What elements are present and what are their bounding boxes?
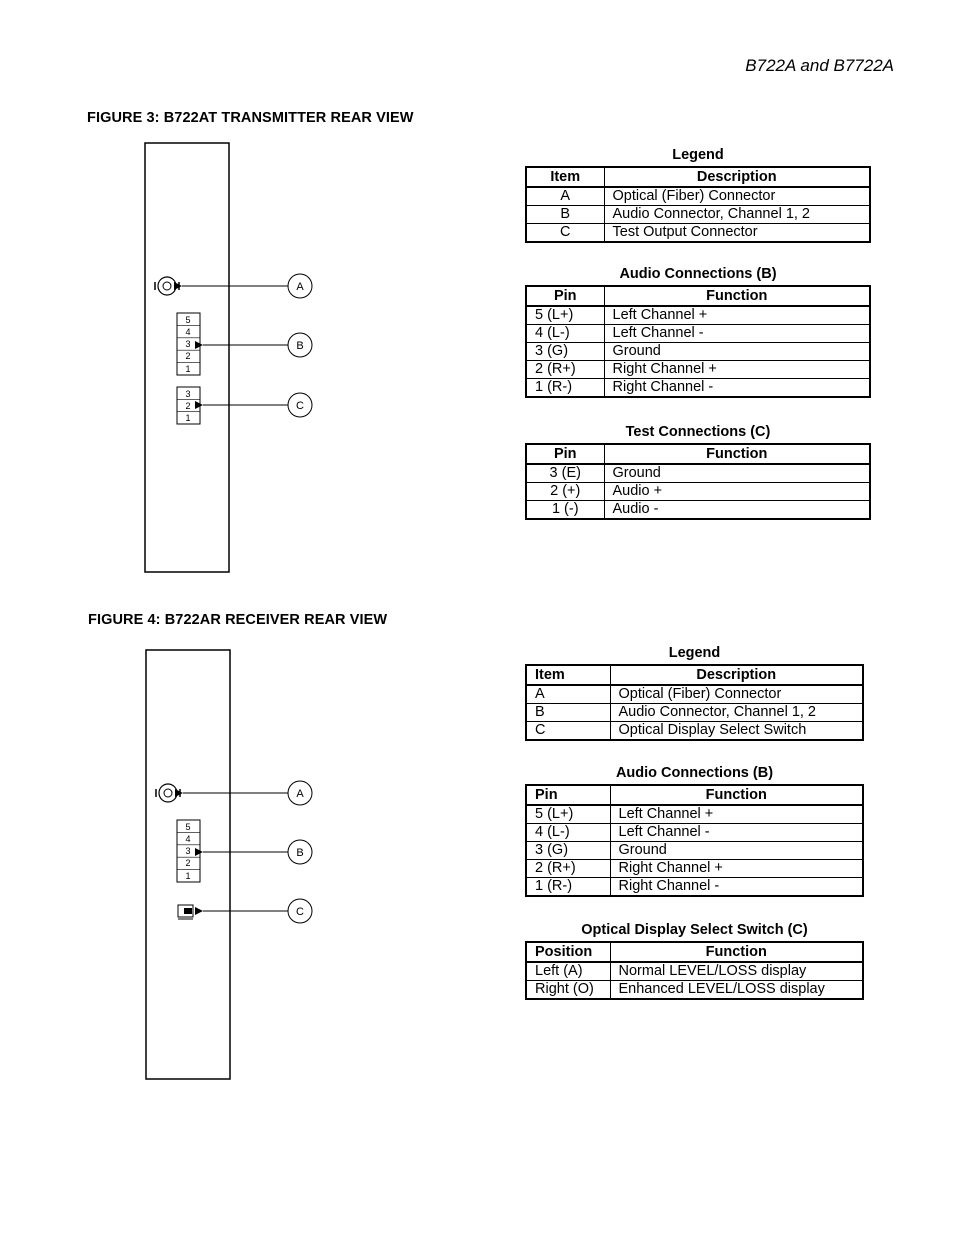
column-header: Pin xyxy=(526,444,604,464)
cell: 5 (L+) xyxy=(526,306,604,325)
table-caption: Legend xyxy=(672,147,724,163)
cell: Optical Display Select Switch xyxy=(610,722,863,741)
cell: Test Output Connector xyxy=(604,224,870,243)
audio-pin-label: 5 xyxy=(185,315,191,325)
table-row xyxy=(526,704,863,722)
audio-pin-label: 2 xyxy=(185,858,191,868)
cell: 1 (R-) xyxy=(526,878,610,897)
cell: Enhanced LEVEL/LOSS display xyxy=(610,981,863,1000)
cell: Optical (Fiber) Connector xyxy=(610,685,863,704)
cell: C xyxy=(526,224,604,243)
table-caption: Audio Connections (B) xyxy=(619,266,777,282)
fig3-audio-table xyxy=(525,265,871,398)
fig3-test-table xyxy=(525,423,871,520)
column-header: Function xyxy=(604,286,870,306)
callout-c: C xyxy=(296,906,304,918)
cell: 1 (R-) xyxy=(526,379,604,398)
audio-pin-label: 4 xyxy=(185,327,191,337)
table-caption: Audio Connections (B) xyxy=(615,765,774,781)
table-row xyxy=(526,842,863,860)
cell: A xyxy=(526,685,610,704)
cell: 4 (L-) xyxy=(526,325,604,343)
cell: Left (A) xyxy=(526,962,610,981)
cell: 2 (R+) xyxy=(526,361,604,379)
cell: Right Channel - xyxy=(610,878,863,897)
cell: 2 (+) xyxy=(526,483,604,501)
table-row xyxy=(526,206,870,224)
column-header: Pin xyxy=(526,785,610,805)
audio-pin-label: 2 xyxy=(185,351,191,361)
cell: A xyxy=(526,187,604,206)
audio-pin-label: 3 xyxy=(185,846,191,856)
cell: Ground xyxy=(604,464,870,483)
cell: Ground xyxy=(604,343,870,361)
audio-pin-label: 1 xyxy=(185,871,191,881)
table-row xyxy=(526,878,863,897)
cell: Normal LEVEL/LOSS display xyxy=(610,962,863,981)
optical-connector-icon xyxy=(155,277,179,295)
fig4-legend-table xyxy=(525,644,864,741)
cell: Ground xyxy=(610,842,863,860)
table-row xyxy=(526,361,870,379)
cell: C xyxy=(526,722,610,741)
table-row xyxy=(526,343,870,361)
figure-4-title: FIGURE 4: B722AR RECEIVER REAR VIEW xyxy=(88,612,388,628)
optical-connector-icon xyxy=(156,784,180,802)
cell: Audio Connector, Channel 1, 2 xyxy=(610,704,863,722)
document-header: B722A and B7722A xyxy=(745,56,894,75)
table-row xyxy=(526,224,870,243)
cell: Right Channel - xyxy=(604,379,870,398)
table-row xyxy=(526,962,863,981)
column-header: Description xyxy=(610,665,863,685)
cell: Audio Connector, Channel 1, 2 xyxy=(604,206,870,224)
cell: 3 (G) xyxy=(526,343,604,361)
callout-a: A xyxy=(296,281,304,293)
column-header: Item xyxy=(526,167,604,187)
fig3-legend-table xyxy=(525,146,871,243)
column-header: Pin xyxy=(526,286,604,306)
audio-pin-label: 4 xyxy=(185,834,191,844)
audio-pin-label: 5 xyxy=(185,822,191,832)
column-header: Function xyxy=(610,785,863,805)
table-row xyxy=(526,379,870,398)
cell: Audio - xyxy=(604,501,870,520)
table-caption: Legend xyxy=(668,645,721,661)
cell: Left Channel - xyxy=(604,325,870,343)
callout-a: A xyxy=(296,788,304,800)
test-pin-label: 3 xyxy=(185,389,191,399)
callout-b: B xyxy=(296,340,304,352)
column-header: Position xyxy=(526,942,610,962)
table-row xyxy=(526,981,863,1000)
test-pin-label: 2 xyxy=(185,401,191,411)
table-row xyxy=(526,187,870,206)
table-caption: Test Connections (C) xyxy=(625,424,771,440)
table-row xyxy=(526,483,870,501)
callout-c: C xyxy=(296,400,304,412)
table-row xyxy=(526,501,870,520)
test-pin-label: 1 xyxy=(185,413,191,423)
table-row xyxy=(526,722,863,741)
table-row xyxy=(526,306,870,325)
cell: B xyxy=(526,206,604,224)
cell: Audio + xyxy=(604,483,870,501)
figure-3-title: FIGURE 3: B722AT TRANSMITTER REAR VIEW xyxy=(87,110,414,126)
cell: Left Channel + xyxy=(610,805,863,824)
cell: B xyxy=(526,704,610,722)
table-row xyxy=(526,685,863,704)
cell: 3 (E) xyxy=(526,464,604,483)
column-header: Description xyxy=(604,167,870,187)
column-header: Function xyxy=(610,942,863,962)
callout-b: B xyxy=(296,847,304,859)
table-row xyxy=(526,464,870,483)
cell: 5 (L+) xyxy=(526,805,610,824)
receiver-rear-panel xyxy=(146,650,312,1079)
column-header: Item xyxy=(526,665,610,685)
cell: Left Channel + xyxy=(604,306,870,325)
cell: 1 (-) xyxy=(526,501,604,520)
display-select-switch-icon xyxy=(178,905,193,919)
cell: Right Channel + xyxy=(604,361,870,379)
cell: 4 (L-) xyxy=(526,824,610,842)
table-row xyxy=(526,860,863,878)
table-row xyxy=(526,824,863,842)
transmitter-rear-panel xyxy=(145,143,312,572)
cell: Right Channel + xyxy=(610,860,863,878)
audio-pin-label: 1 xyxy=(185,364,191,374)
fig4-switch-table xyxy=(525,921,864,1000)
cell: 3 (G) xyxy=(526,842,610,860)
cell: 2 (R+) xyxy=(526,860,610,878)
audio-pin-label: 3 xyxy=(185,339,191,349)
table-row xyxy=(526,805,863,824)
table-row xyxy=(526,325,870,343)
cell: Optical (Fiber) Connector xyxy=(604,187,870,206)
fig4-audio-table xyxy=(525,764,864,897)
cell: Left Channel - xyxy=(610,824,863,842)
column-header: Function xyxy=(604,444,870,464)
table-caption: Optical Display Select Switch (C) xyxy=(581,922,808,938)
cell: Right (O) xyxy=(526,981,610,1000)
